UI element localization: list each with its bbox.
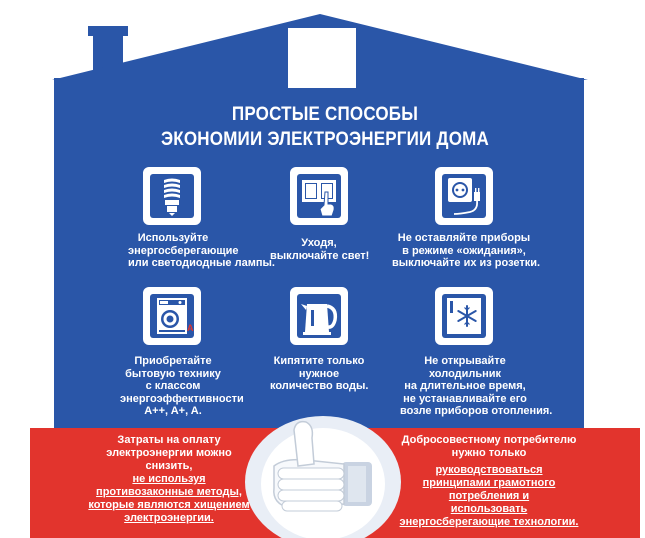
refrigerator-icon: [442, 294, 486, 338]
tip-line: выключайте свет!: [270, 249, 370, 262]
text-line: нужно только: [451, 447, 527, 459]
text-line-underlined: которые являются хищением: [88, 499, 250, 511]
tip-line: на длительное время,: [404, 380, 526, 392]
tip-line: Не оставляйте приборы: [397, 232, 531, 244]
tip-line: в режиме «ожидания»,: [402, 244, 526, 257]
text-line: снизить,: [145, 460, 193, 472]
switch-icon-box: [290, 167, 348, 225]
text-line-underlined: энергосберегающие технологии.: [399, 516, 579, 528]
tip-line: не устанавливайте его: [403, 392, 527, 405]
text-line-underlined: принципами грамотного: [422, 477, 556, 489]
electric-kettle-icon: [297, 294, 341, 338]
tip-appliance-text: [120, 355, 244, 418]
text-line-underlined: потребления и: [448, 490, 530, 502]
socket-icon-box: [435, 167, 493, 225]
power-socket-plug-icon: [442, 174, 486, 218]
lamp-icon-box: [143, 167, 201, 225]
page-title-line-2: ЭКОНОМИИ ЭЛЕКТРОЭНЕРГИИ ДОМА: [161, 127, 489, 150]
fridge-icon-box: [435, 287, 493, 345]
tip-line: Кипятите только: [273, 355, 365, 367]
text-line-underlined: использовать: [450, 503, 528, 515]
tip-line: A++, A+, A.: [144, 405, 202, 417]
tip-line: возле приборов отопления.: [400, 405, 553, 417]
thumbs-up-icon: [244, 408, 404, 538]
kettle-icon-box: [290, 287, 348, 345]
bottom-left-text: [84, 434, 254, 525]
text-line: Добросовестному потребителю: [401, 434, 577, 446]
thumbs-up-lamp-illustration: [244, 408, 404, 538]
energy-saving-lamp-icon: [150, 174, 194, 218]
tip-line: выключайте их из розетки.: [392, 257, 541, 269]
tip-line: нужное: [298, 367, 340, 380]
tip-line: холодильник: [428, 367, 502, 380]
energy-class-label: A: [187, 323, 194, 333]
tip-kettle-text: [270, 355, 368, 393]
tip-line: бытовую технику: [125, 367, 221, 380]
tip-socket-text: [392, 232, 541, 270]
tip-line: энергосберегающие: [128, 244, 239, 257]
tip-line: Не открывайте: [424, 355, 506, 367]
tip-lamp-text: [128, 232, 275, 270]
text-line: электроэнергии можно: [106, 447, 232, 459]
tip-line: Приобретайте: [134, 355, 212, 367]
tip-line: с классом: [145, 380, 201, 392]
tip-line: количество воды.: [270, 380, 369, 392]
text-line-underlined: не используя: [132, 473, 206, 485]
text-line-underlined: противозаконные методы,: [96, 486, 242, 498]
tip-line: Уходя,: [301, 237, 337, 249]
washer-icon-box: [143, 287, 201, 345]
tip-line: энергоэффективности: [120, 392, 244, 405]
text-line: Затраты на оплату: [117, 434, 221, 446]
tip-fridge-text: [400, 355, 553, 418]
tip-line: Используйте: [137, 232, 209, 244]
tip-switch-text: [270, 237, 368, 262]
light-switch-icon: [297, 174, 341, 218]
tip-line: или светодиодные лампы.: [128, 257, 275, 269]
text-line-underlined: электроэнергии.: [124, 512, 214, 524]
page-title-line-1: ПРОСТЫЕ СПОСОБЫ: [231, 102, 419, 125]
bottom-right-text: [394, 434, 584, 529]
text-line-underlined: руководствоваться: [435, 464, 543, 476]
